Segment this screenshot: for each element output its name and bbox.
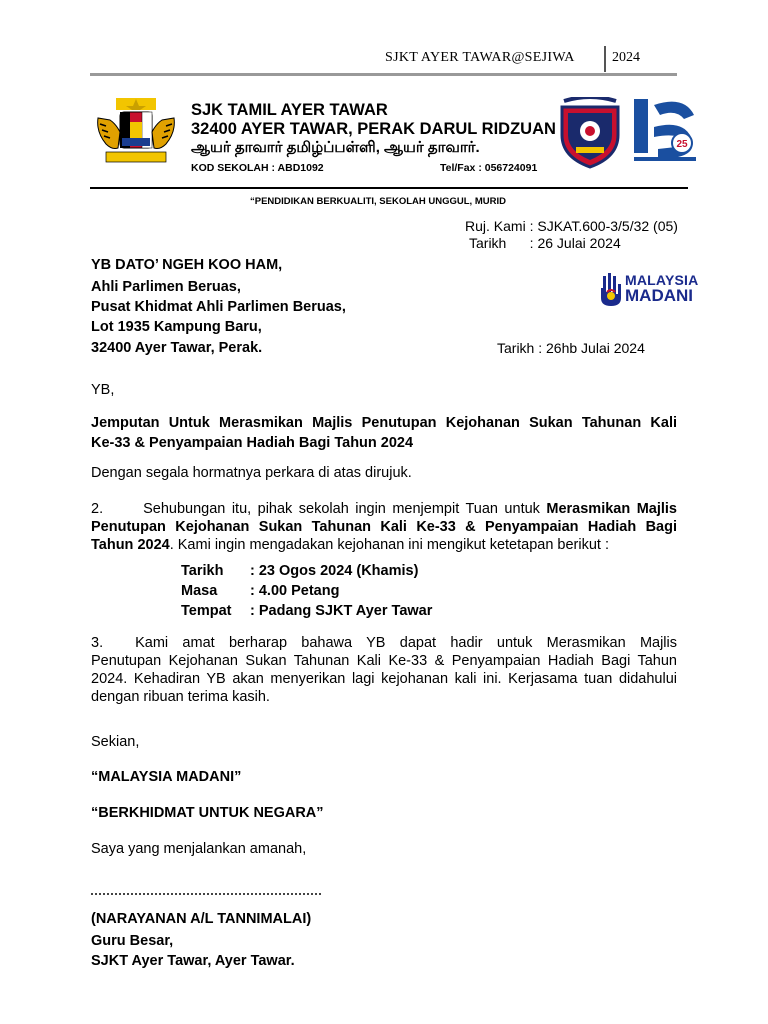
recipient-line-2: Ahli Parlimen Beruas, (91, 279, 241, 295)
recipient-line-1: YB DATO’ NGEH KOO HAM, (91, 257, 283, 273)
madani-hand-icon (597, 270, 625, 308)
closing-amanah: Saya yang menjalankan amanah, (91, 841, 307, 857)
header-divider (604, 46, 606, 72)
closing-sekian: Sekian, (91, 734, 140, 750)
school-tel-fax: Tel/Fax : 056724091 (440, 162, 538, 174)
school-tamil-name: ஆயர் தாவார் தமிழ்ப்பள்ளி, ஆயர் தாவார். (191, 139, 480, 156)
paragraph-2-tail: . Kami ingin mengadakan kejohanan ini mengikut ketetapan berikut : (169, 537, 610, 553)
signer-name: (NARAYANAN A/L TANNIMALAI) (91, 911, 312, 927)
paragraph-2-text-plain: Sehubungan itu, pihak sekolah ingin menjempit Tuan untuk (143, 501, 547, 517)
detail-label-tempat: Tempat (181, 603, 232, 619)
header-rule (90, 73, 677, 76)
running-header-title: SJKT AYER TAWAR@SEJIWA (385, 50, 575, 65)
paragraph-3-text: Kami amat berharap bahawa YB dapat hadir untuk Merasmikan Majlis (135, 635, 677, 651)
malaysia-crest-logo (92, 98, 180, 168)
subject-line-2: Ke-33 & Penyampaian Hadiah Bagi Tahun 2024 (91, 435, 414, 451)
signer-school: SJKT Ayer Tawar, Ayer Tawar. (91, 953, 295, 969)
reference-number: Ruj. Kami : SJKAT.600-3/5/32 (05) (465, 218, 678, 234)
paragraph-3-line-2: Penutupan Kejohanan Sukan Tahunan Kali Ke-33 & Penyampaian Hadiah Bagi Tahun (91, 653, 677, 669)
malaysia-madani-logo (597, 268, 697, 308)
subject-line-1: Jemputan Untuk Merasmikan Majlis Penutupan Kejohanan Sukan Tahunan Kali (91, 415, 677, 431)
paragraph-3-line-3: 2024. Kehadiran YB akan menyerikan lagi kejohanan kali ini. Kerjasama tuan didahului (91, 671, 677, 687)
recipient-line-4: Lot 1935 Kampung Baru, (91, 319, 262, 335)
paragraph-3-number: 3. (91, 635, 104, 651)
salutation: YB, (91, 382, 115, 398)
letter-date: Tarikh : 26hb Julai 2024 (497, 340, 645, 356)
paragraph-2-year: Tahun 2024 (91, 537, 170, 553)
paragraph-2-line-2: Penutupan Kejohanan Sukan Tahunan Kali Ke-33 & Penyampaian Hadiah Bagi (91, 519, 677, 535)
detail-label-tarikh: Tarikh (181, 563, 224, 579)
recipient-line-5: 32400 Ayer Tawar, Perak. (91, 340, 263, 356)
paragraph-3-line-1 (91, 634, 677, 652)
detail-value-tempat: : Padang SJKT Ayer Tawar (250, 603, 433, 619)
paragraph-3-line-4: dengan ribuan terima kasih. (91, 689, 270, 705)
madani-line-1: MALAYSIA (625, 272, 699, 288)
reference-date: Tarikh : 26 Julai 2024 (469, 235, 621, 251)
letterhead-rule (90, 187, 688, 189)
paragraph-2-number: 2. (91, 501, 104, 517)
madani-line-2: MADANI (625, 286, 693, 305)
paragraph-2-line-3 (91, 536, 677, 554)
school-badge-logo (554, 97, 626, 169)
closing-slogan-2: “BERKHIDMAT UNTUK NEGARA” (91, 805, 324, 821)
detail-value-masa: : 4.00 Petang (250, 583, 340, 599)
detail-label-masa: Masa (181, 583, 218, 599)
paragraph-1: Dengan segala hormatnya perkara di atas dirujuk. (91, 465, 412, 481)
paragraph-2-line-1 (91, 500, 677, 518)
signature-line (91, 893, 321, 895)
detail-value-tarikh: : 23 Ogos 2024 (Khamis) (250, 563, 419, 579)
closing-slogan-1: “MALAYSIA MADANI” (91, 769, 242, 785)
school-name: SJK TAMIL AYER TAWAR (191, 101, 388, 119)
running-header-year: 2024 (612, 50, 640, 65)
signer-position: Guru Besar, (91, 933, 174, 949)
recipient-line-3: Pusat Khidmat Ahli Parlimen Beruas, (91, 299, 346, 315)
school-address: 32400 AYER TAWAR, PERAK DARUL RIDZUAN (191, 120, 556, 138)
paragraph-2-text-bold: Merasmikan Majlis (546, 501, 677, 517)
school-code: KOD SEKOLAH : ABD1092 (191, 162, 324, 174)
anniversary-logo (632, 97, 698, 167)
anniversary-number: 25 (676, 139, 688, 150)
school-motto: “PENDIDIKAN BERKUALITI, SEKOLAH UNGGUL, MURID (250, 196, 506, 207)
